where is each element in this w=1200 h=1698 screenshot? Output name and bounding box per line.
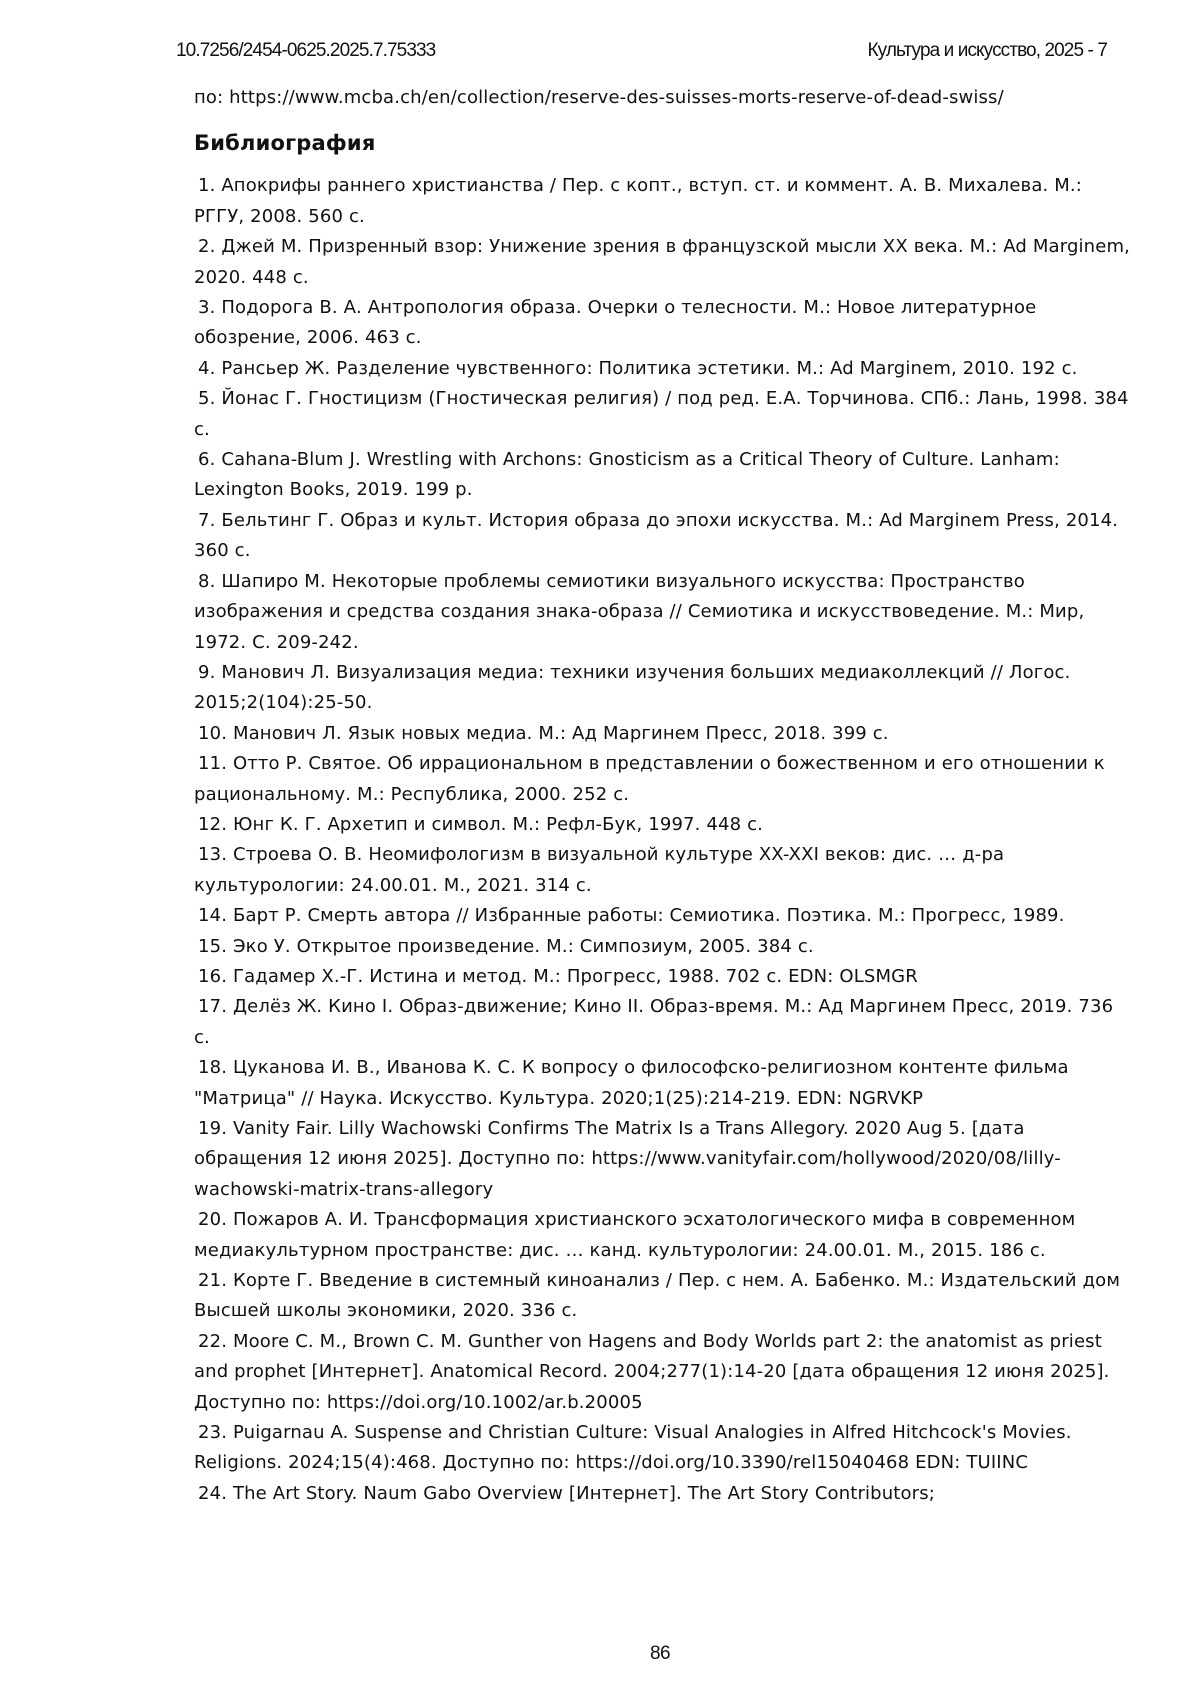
bibliography-item: 21. Корте Г. Введение в системный киноанализ / Пер. с нем. А. Бабенко. М.: Издательский дом Высшей школы экономики, 2020. 336 с. <box>194 1270 1121 1322</box>
bibliography-item: 4. Рансьер Ж. Разделение чувственного: Политика эстетики. М.: Ad Marginem, 2010. 192 с. <box>198 357 1078 379</box>
bibliography-heading: Библиография <box>194 131 376 156</box>
bibliography-item: 19. Vanity Fair. Lilly Wachowski Confirms The Matrix Is a Trans Allegory. 2020 Aug 5. [дата обращения 12 июня 2025]. Доступно по: https://www.vanityfair.com/hollywood/2020/08/lilly-wachowski-matrix-trans-allegory <box>194 1118 1061 1200</box>
page-header <box>176 36 1107 66</box>
bibliography-item: 17. Делёз Ж. Кино I. Образ-движение; Кино II. Образ-время. М.: Ад Маргинем Пресс, 2019. 736 с. <box>194 996 1114 1048</box>
bibliography-item: 11. Отто Р. Святое. Об иррациональном в представлении о божественном и его отношении к рациональному. М.: Республика, 2000. 252 с. <box>194 753 1105 805</box>
bibliography-item: 8. Шапиро М. Некоторые проблемы семиотики визуального искусства: Пространство изображения и средства создания знака-образа // Семиотика и искусствоведение. М.: Мир, 1972. С. 209-242. <box>194 570 1085 653</box>
bibliography-item: 14. Барт Р. Смерть автора // Избранные работы: Семиотика. Поэтика. М.: Прогресс, 1989. <box>198 905 1065 927</box>
page-content <box>194 83 1134 1509</box>
bibliography-item: 9. Манович Л. Визуализация медиа: техники изучения больших медиаколлекций // Логос. 2015;2(104):25-50. <box>194 661 1071 714</box>
bibliography-item: 7. Бельтинг Г. Образ и культ. История образа до эпохи искусства. М.: Ad Marginem Press, 2014. 360 с. <box>194 509 1119 562</box>
bibliography-item: 3. Подорога В. А. Антропология образа. Очерки о телесности. М.: Новое литературное обозрение, 2006. 463 с. <box>194 297 1037 349</box>
bibliography-item: 10. Манович Л. Язык новых медиа. М.: Ад Маргинем Пресс, 2018. 399 с. <box>198 722 889 744</box>
bibliography-item: 13. Строева О. В. Неомифологизм в визуальной культуре XX-XXI веков: дис. … д-ра культурологии: 24.00.01. М., 2021. 314 с. <box>194 844 1005 896</box>
bibliography-item: 1. Апокрифы раннего христианства / Пер. с копт., вступ. ст. и коммент. А. В. Михалева. М.: РГГУ, 2008. 560 с. <box>194 175 1083 227</box>
bibliography-item: 20. Пожаров А. И. Трансформация христианского эсхатологического мифа в современном медиакультурном пространстве: дис. … канд. культурологии: 24.00.01. М., 2015. 186 с. <box>194 1209 1076 1261</box>
bibliography-item: 22. Moore C. M., Brown C. M. Gunther von Hagens and Body Worlds part 2: the anatomist as priest and prophet [Интернет]. Anatomical Record. 2004;277(1):14-20 [дата обращения 12 июня 2025]. Доступно по: https://doi.org/10.1002/ar.b.20005 <box>194 1330 1110 1413</box>
continued-paragraph: по: https://www.mcba.ch/en/collection/reserve-des-suisses-morts-reserve-of-dead-swiss/ <box>194 87 1004 108</box>
journal-title: Культура и искусство, 2025 - 7 <box>867 40 1107 61</box>
bibliography-item: 23. Puigarnau A. Suspense and Christian Culture: Visual Analogies in Alfred Hitchcock's Movies. Religions. 2024;15(4):468. Доступно по: https://doi.org/10.3390/rel15040468 EDN: TUIINC <box>194 1422 1072 1474</box>
bibliography-list <box>194 171 1134 1509</box>
bibliography-item: 6. Cahana-Blum J. Wrestling with Archons: Gnosticism as a Critical Theory of Culture. Lanham: Lexington Books, 2019. 199 p. <box>194 449 1060 501</box>
bibliography-item: 5. Йонас Г. Гностицизм (Гностическая религия) / под ред. Е.А. Торчинова. СПб.: Лань, 1998. 384 с. <box>194 388 1129 440</box>
bibliography-item: 18. Цуканова И. В., Иванова К. С. К вопросу о философско-религиозном контенте фильма "Матрица" // Наука. Искусство. Культура. 2020;1(25):214-219. EDN: NGRVKP <box>194 1057 1069 1109</box>
bibliography-item: 2. Джей М. Призренный взор: Унижение зрения в французской мысли XX века. М.: Ad Marginem, 2020. 448 с. <box>194 236 1131 288</box>
bibliography-item: 15. Эко У. Открытое произведение. М.: Симпозиум, 2005. 384 с. <box>198 935 814 957</box>
bibliography-item: 24. The Art Story. Naum Gabo Overview [Интернет]. The Art Story Contributors; <box>198 1482 935 1504</box>
bibliography-item: 12. Юнг К. Г. Архетип и символ. М.: Рефл-Бук, 1997. 448 с. <box>198 813 763 835</box>
page-number: 86 <box>650 1643 670 1664</box>
bibliography-item: 16. Гадамер Х.-Г. Истина и метод. М.: Прогресс, 1988. 702 с. EDN: OLSMGR <box>198 965 918 987</box>
doi-text: 10.7256/2454-0625.2025.7.75333 <box>176 40 436 61</box>
